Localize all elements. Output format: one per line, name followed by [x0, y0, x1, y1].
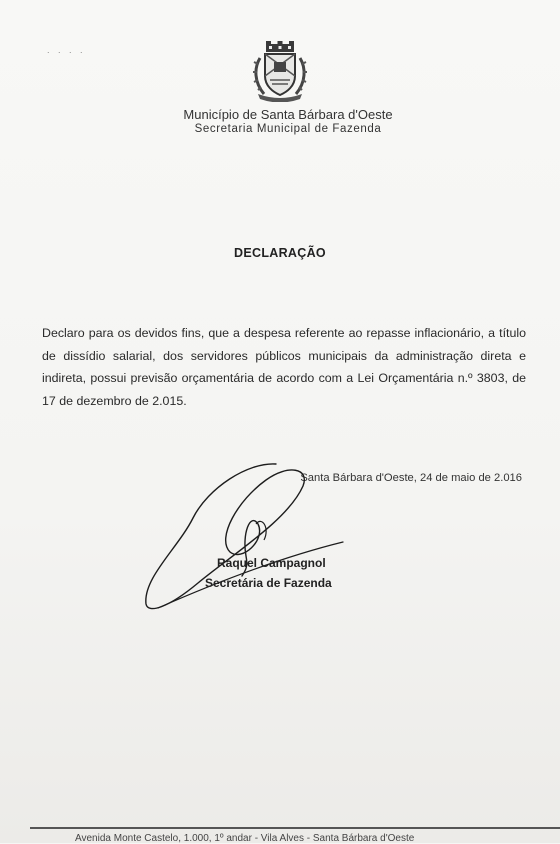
signer-name: Raquel Campagnol	[217, 556, 326, 570]
municipality-name: Município de Santa Bárbara d'Oeste	[183, 107, 393, 122]
department-name: Secretaria Municipal de Fazenda	[194, 123, 382, 135]
footer-divider	[30, 827, 560, 829]
municipal-coat-of-arms-icon	[250, 40, 310, 102]
handwritten-signature	[138, 458, 348, 618]
signer-role: Secretária de Fazenda	[205, 576, 332, 590]
document-title: DECLARAÇÃO	[234, 246, 326, 260]
footer-address: Avenida Monte Castelo, 1.000, 1º andar - Vila Alves - Santa Bárbara d'Oeste	[75, 833, 415, 844]
decorative-dots: . . . .	[47, 45, 86, 55]
declaration-body: Declaro para os devidos fins, que a despesa referente ao repasse inflacionário, a título de dissídio salarial, dos servidores públicos municipais da administração direta e indireta, possui previsão orçamentária de acordo com a Lei Orçamentária n.º 3803, de 17 de dezembro de 2.015.	[42, 326, 526, 408]
place-and-date: Santa Bárbara d'Oeste, 24 de maio de 2.016	[300, 472, 522, 484]
